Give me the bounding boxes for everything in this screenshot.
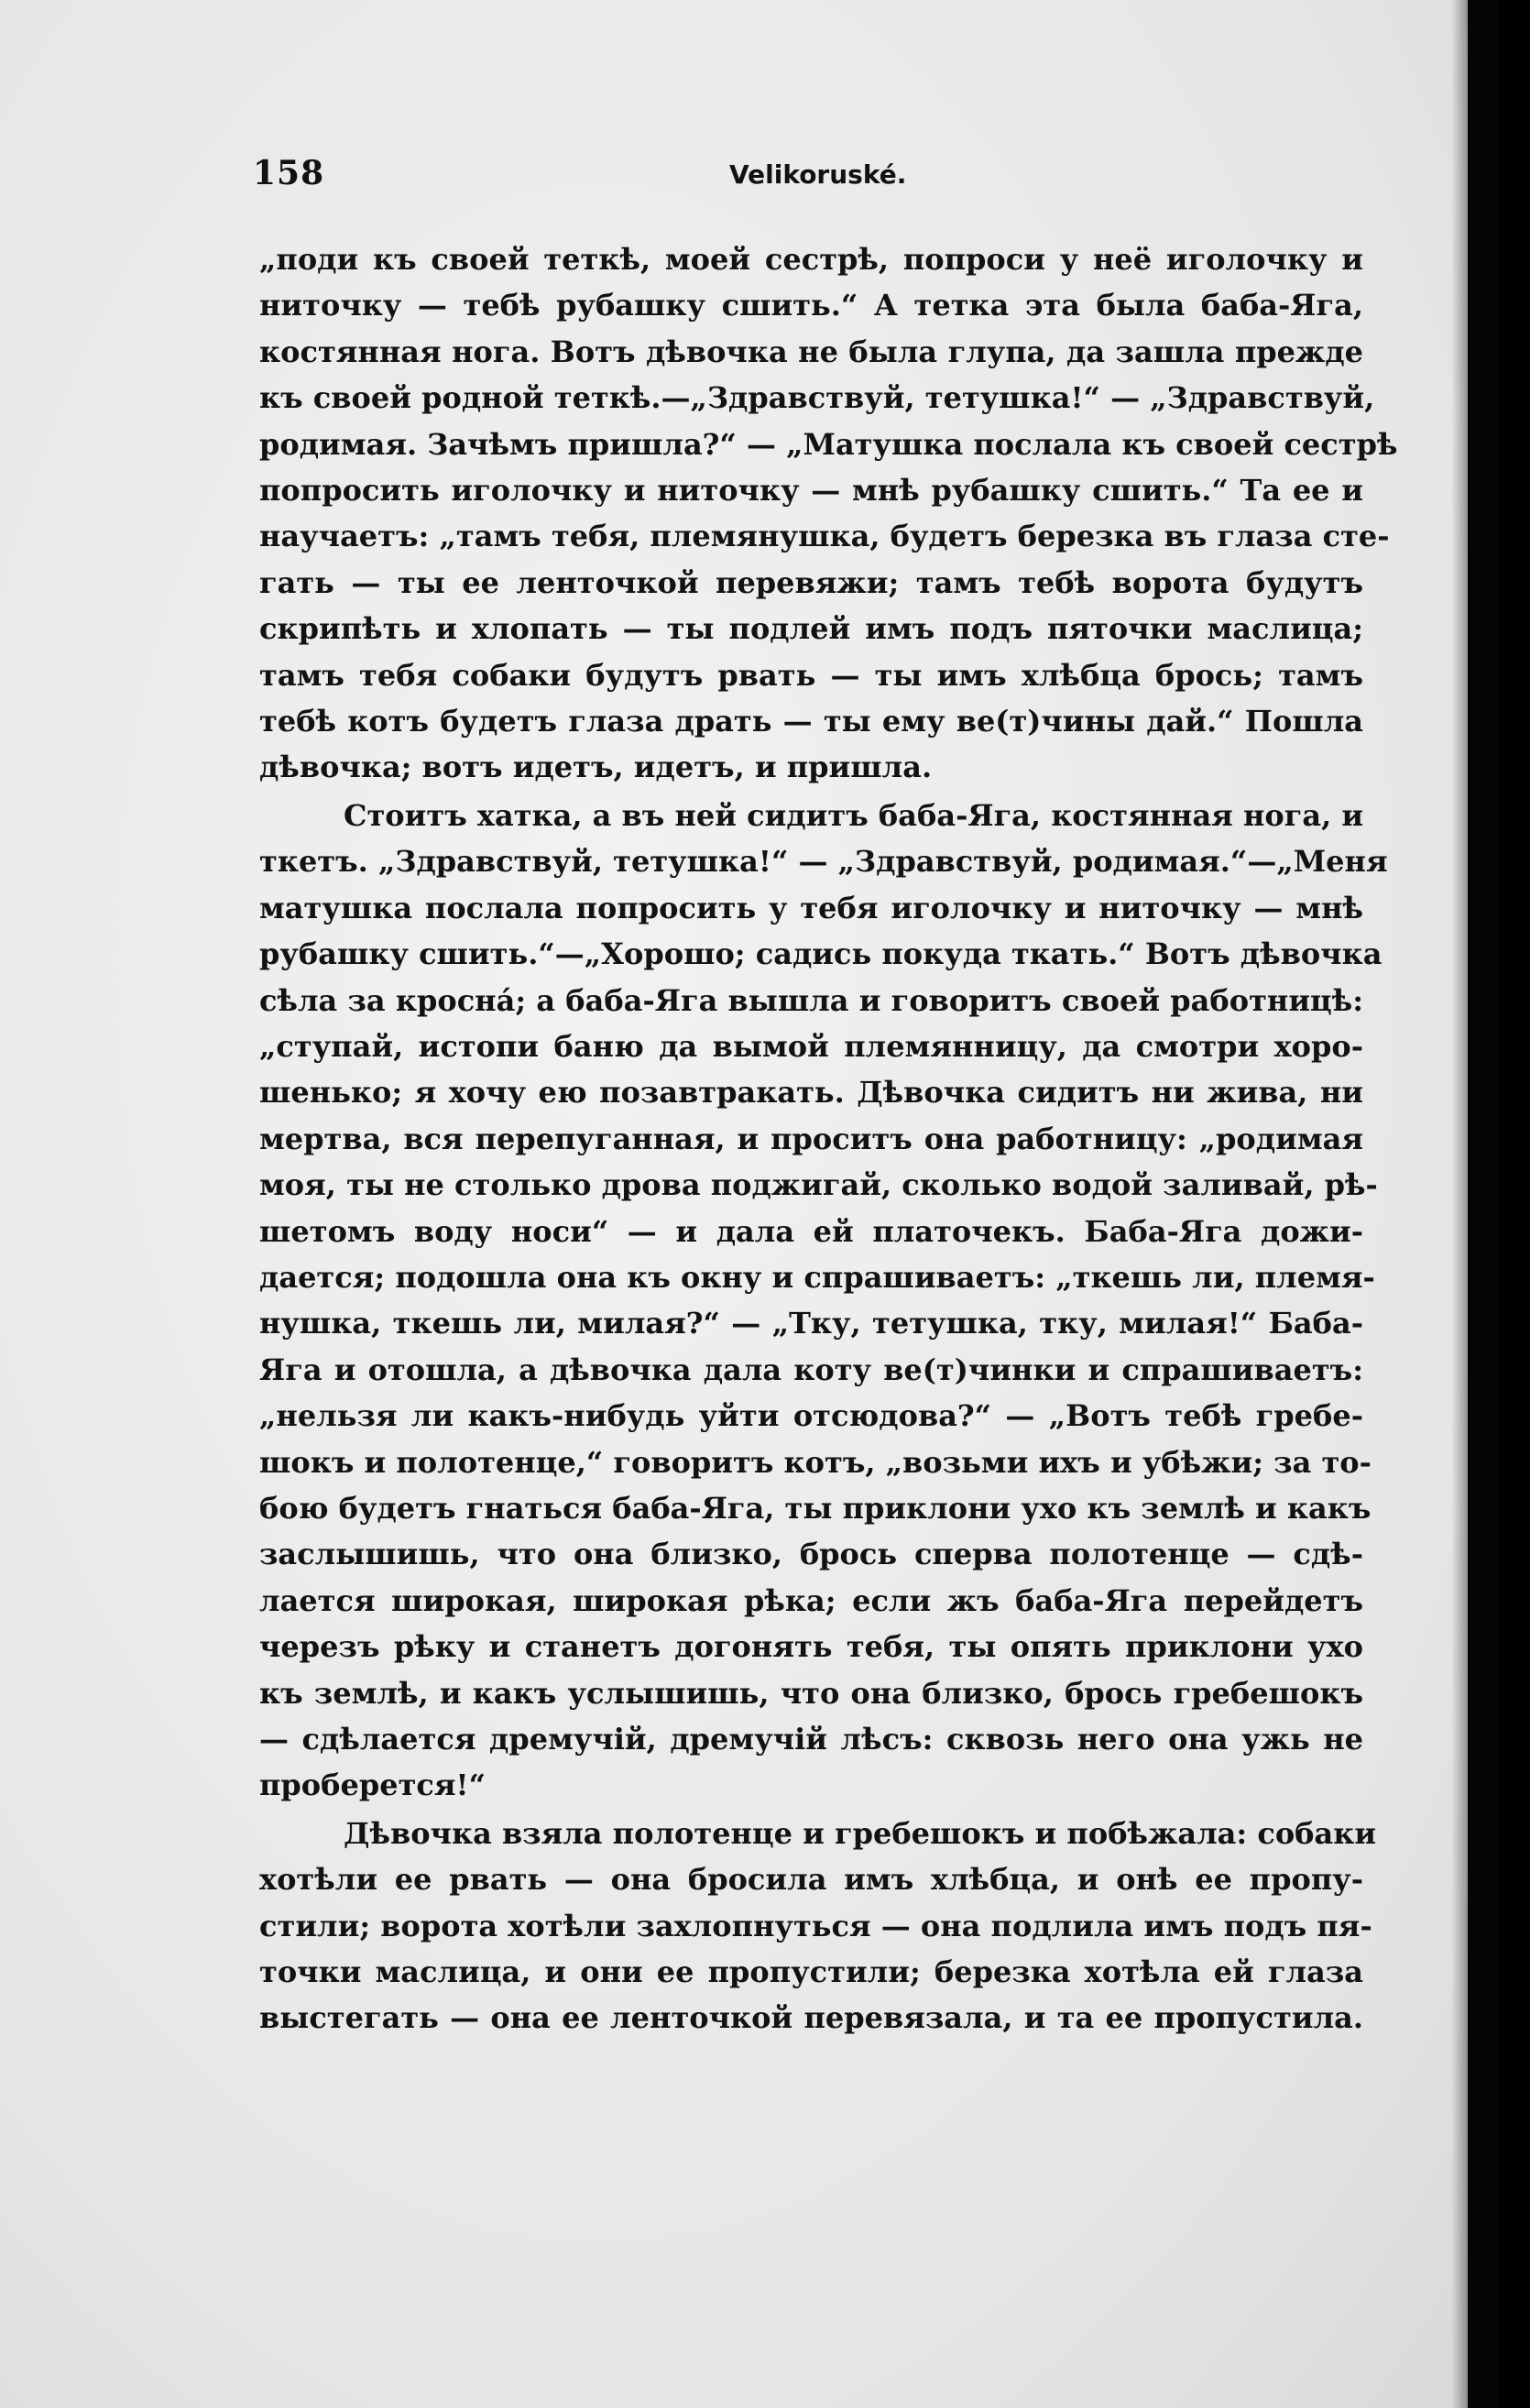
text-line: шетомъ воду носи“ — и дала ей платочекъ. Баба-Яга дожи-: [259, 1213, 1363, 1249]
page-header: [253, 154, 1363, 200]
text-line: къ своей родной теткѣ.—„Здравствуй, тетушка!“ — „Здравствуй,: [259, 380, 1375, 416]
paragraph-1: [259, 236, 1398, 791]
paragraph-3: [259, 1811, 1377, 2041]
text-line: мертва, вся перепуганная, и проситъ она работницу: „родимая: [259, 1121, 1363, 1156]
text-line: бою будетъ гнаться баба-Яга, ты приклони ухо къ землѣ и какъ: [259, 1490, 1372, 1526]
text-line: — сдѣлается дремучій, дремучій лѣсъ: сквозь него она ужь не: [259, 1722, 1363, 1757]
text-line: выстегать — она ее ленточкой перевязала, и та ее пропустила.: [259, 2000, 1363, 2036]
page-edge-shadow: [1451, 0, 1468, 2408]
text-line: моя, ты не столько дрова поджигай, сколько водой заливай, рѣ-: [259, 1167, 1378, 1203]
text-line: хотѣли ее рвать — она бросила имъ хлѣбца, и онѣ ее пропу-: [259, 1862, 1363, 1898]
text-line: лается широкая, широкая рѣка; если жъ баба-Яга перейдетъ: [259, 1582, 1363, 1618]
text-line: заслышишь, что она близко, брось сперва полотенце — сдѣ-: [259, 1537, 1363, 1572]
text-line: тебѣ котъ будетъ глаза драть — ты ему ве(т)чины дай.“ Пошла: [259, 704, 1363, 739]
text-line: черезъ рѣку и станетъ догонять тебя, ты опять приклони ухо: [259, 1629, 1363, 1665]
body-text: [259, 236, 1398, 2041]
text-line: нушка, ткешь ли, милая?“ — „Тку, тетушка, тку, милая!“ Баба-: [259, 1306, 1363, 1341]
text-line: гать — ты ее ленточкой перевяжи; тамъ тебѣ ворота будутъ: [259, 564, 1363, 600]
text-line: шенько; я хочу ею позавтракать. Дѣвочка сидитъ ни жива, ни: [259, 1075, 1363, 1111]
running-head: Velikoruské.: [729, 159, 907, 190]
text-line: костянная нога. Вотъ дѣвочка не была глупа, да зашла прежде: [259, 334, 1363, 369]
text-line: проберется!“: [259, 1768, 486, 1803]
text-line: матушка послала попросить у тебя иголочку и ниточку — мнѣ: [259, 890, 1363, 925]
text-line: „поди къ своей теткѣ, моей сестрѣ, попроси у неё иголочку и: [259, 242, 1363, 277]
text-line: ткетъ. „Здравствуй, тетушка!“ — „Здравствуй, родимая.“—„Меня: [259, 844, 1388, 880]
text-line: шокъ и полотенце,“ говоритъ котъ, „возьми ихъ и убѣжи; за то-: [259, 1444, 1372, 1480]
text-line: скрипѣть и хлопать — ты подлей имъ подъ пяточки маслица;: [259, 611, 1363, 647]
text-line: стили; ворота хотѣли захлопнуться — она подлила имъ подъ пя-: [259, 1908, 1372, 1943]
text-line: „нельзя ли какъ-нибудь уйти отсюдова?“ — „Вотъ тебѣ гребе-: [259, 1398, 1363, 1434]
text-line: ниточку — тебѣ рубашку сшить.“ А тетка эта была баба-Яга,: [259, 288, 1363, 323]
text-line: попросить иголочку и ниточку — мнѣ рубашку сшить.“ Та ее и: [259, 473, 1363, 509]
text-line: родимая. Зачѣмъ пришла?“ — „Матушка послала къ своей сестрѣ: [259, 426, 1398, 462]
page-edge: [1468, 0, 1499, 2408]
text-line: тамъ тебя собаки будутъ рвать — ты имъ хлѣбца брось; тамъ: [259, 657, 1363, 693]
paragraph-2: [259, 793, 1388, 1809]
text-line: точки маслица, и они ее пропустили; березка хотѣла ей глаза: [259, 1954, 1363, 1990]
text-line: Стоитъ хатка, а въ ней сидитъ баба-Яга, костянная нога, и: [344, 797, 1364, 833]
text-line: дается; подошла она къ окну и спрашиваетъ: „ткешь ли, племя-: [259, 1259, 1375, 1295]
text-line: „ступай, истопи баню да вымой племянницу, да смотри хоро-: [259, 1028, 1363, 1064]
text-line: научаетъ: „тамъ тебя, племянушка, будетъ березка въ глаза сте-: [259, 519, 1390, 554]
text-line: сѣла за кросна́; а баба-Яга вышла и говоритъ своей работницѣ:: [259, 982, 1363, 1018]
text-line: Дѣвочка взяла полотенце и гребешокъ и побѣжала: собаки: [344, 1815, 1377, 1851]
text-line: Яга и отошла, а дѣвочка дала коту ве(т)чинки и спрашиваетъ:: [259, 1352, 1363, 1387]
page-number: 158: [253, 154, 325, 192]
text-line: къ землѣ, и какъ услышишь, что она близко, брось гребешокъ: [259, 1675, 1363, 1711]
text-line: рубашку сшить.“—„Хорошо; садись покуда ткать.“ Вотъ дѣвочка: [259, 936, 1382, 972]
text-line: дѣвочка; вотъ идетъ, идетъ, и пришла.: [259, 750, 933, 785]
